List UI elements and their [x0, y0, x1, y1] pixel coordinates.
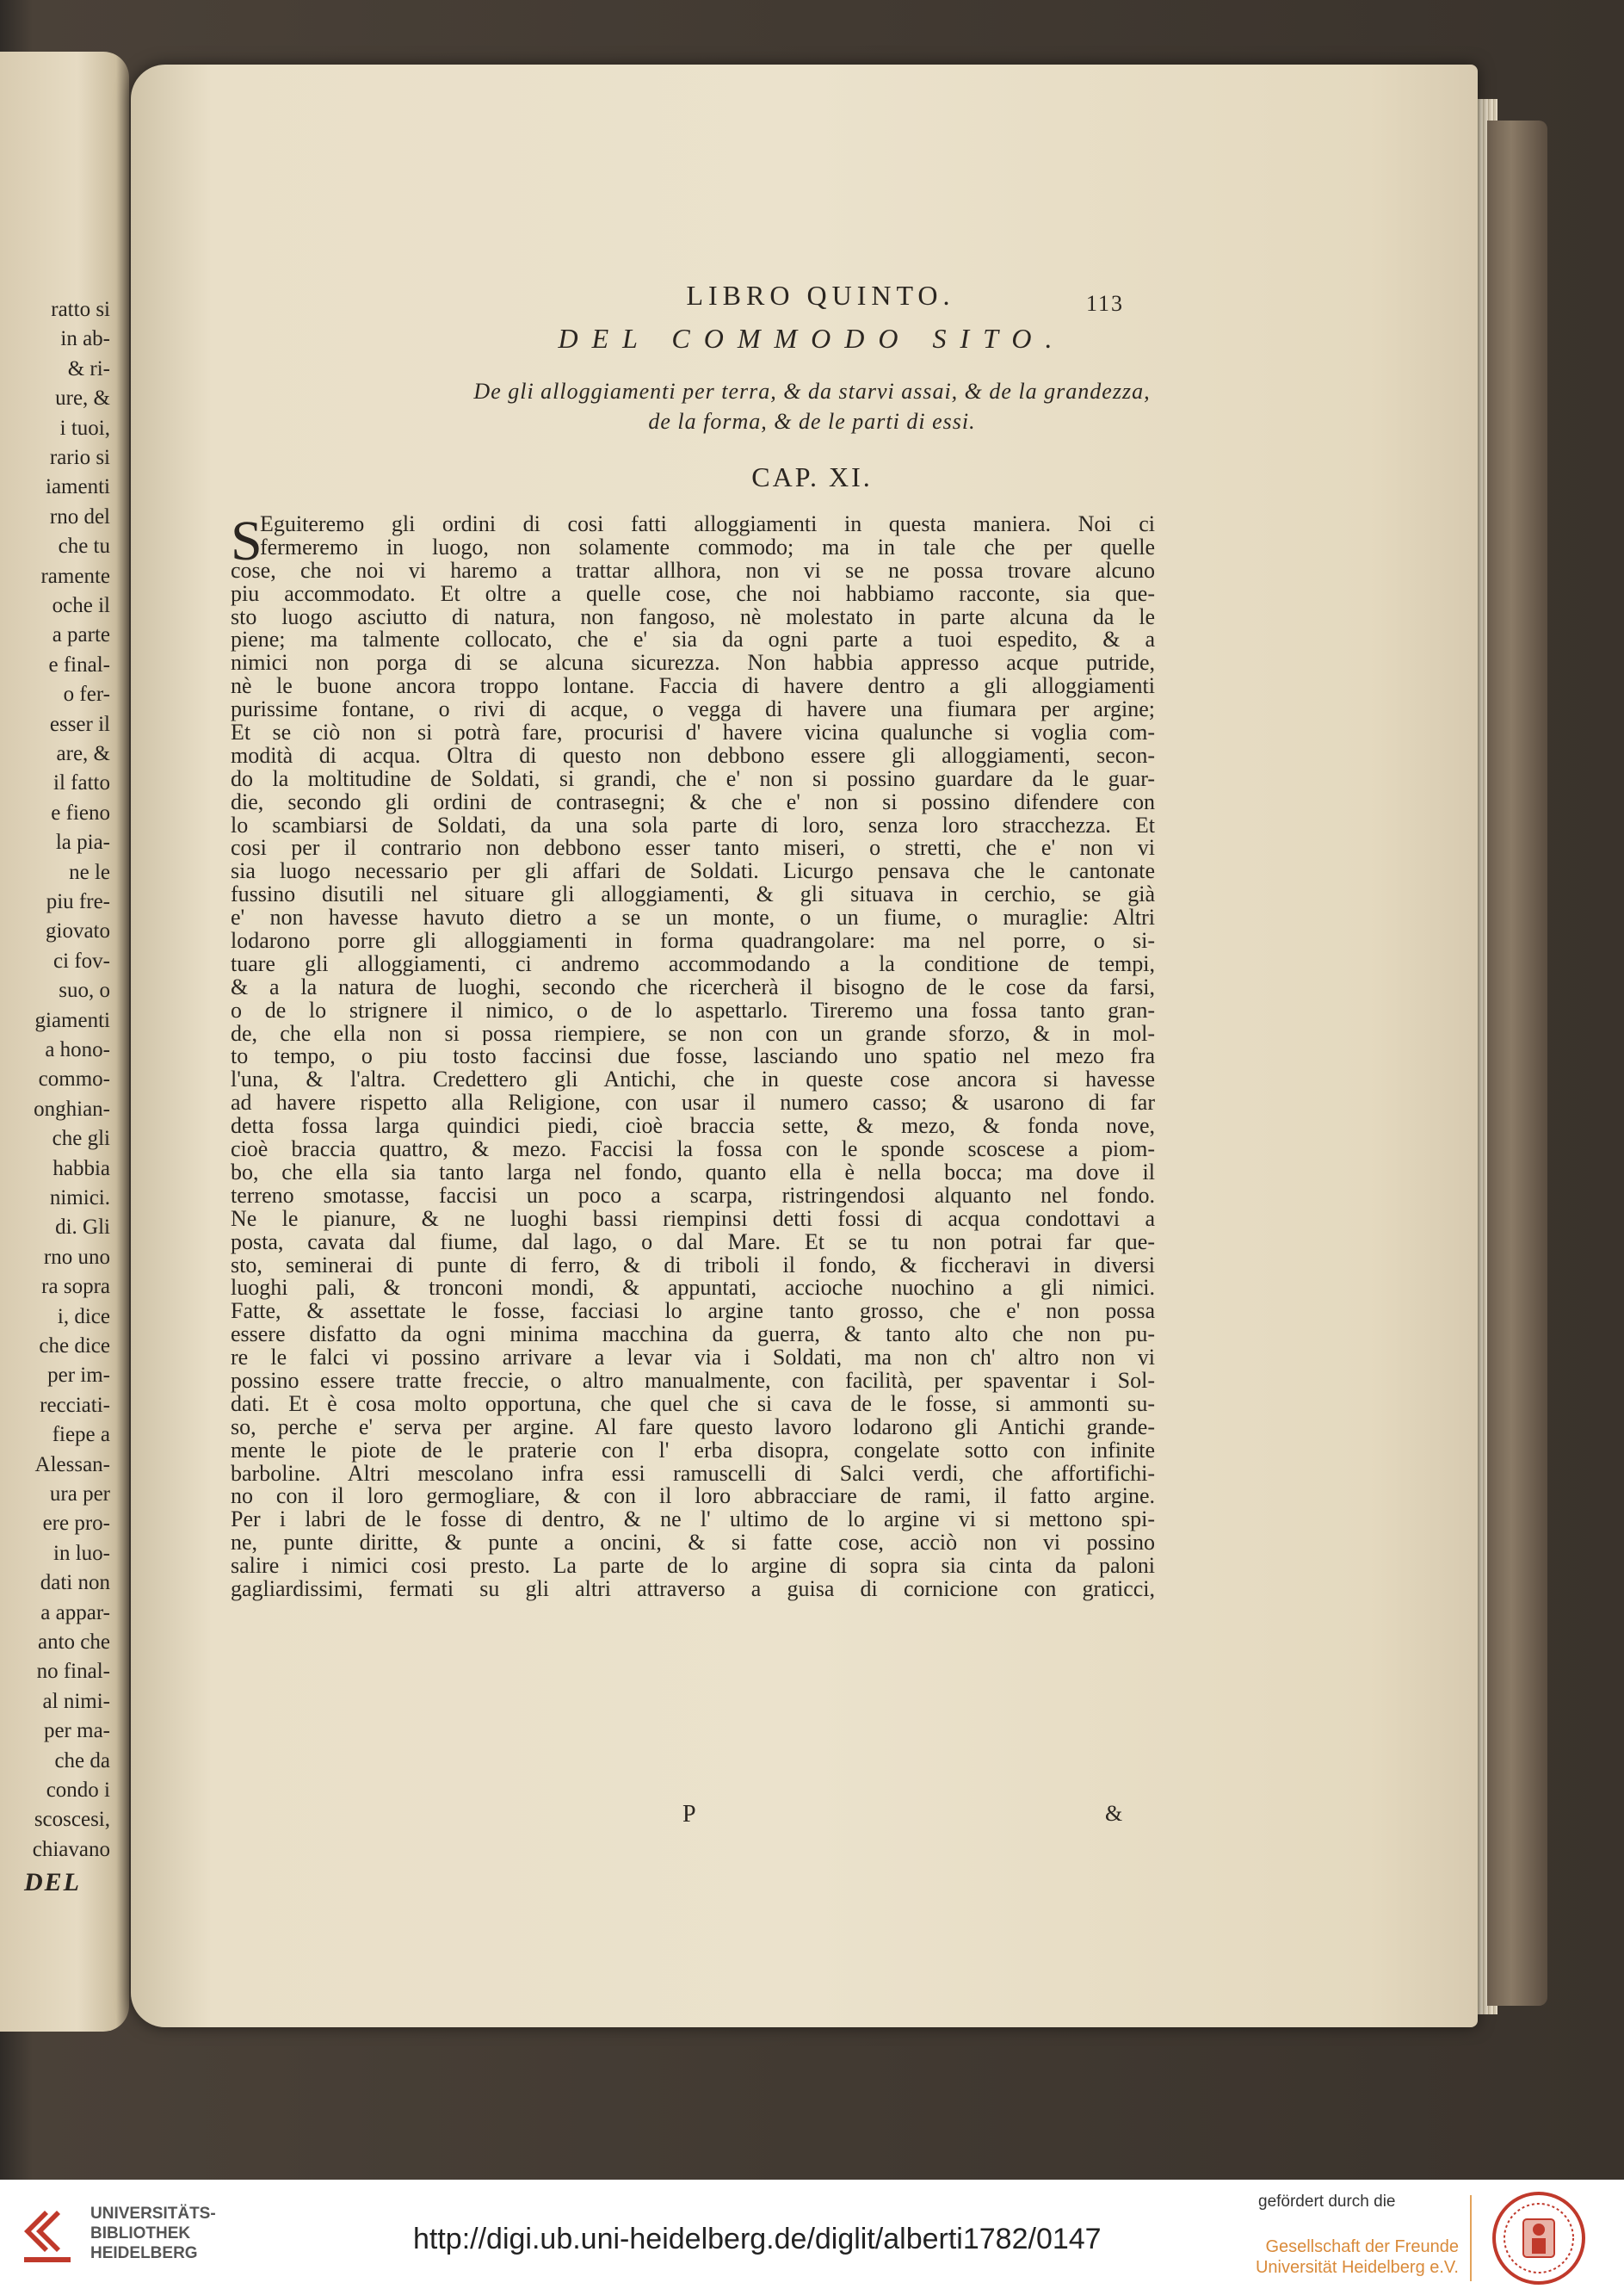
- body-line: sto, seminerai di punte di ferro, & di triboli il fondo, & ficcheravi in diversi: [231, 1253, 1155, 1277]
- left-page-line: are, &: [56, 742, 110, 765]
- footer-bar: [0, 2180, 1624, 2295]
- left-page-line: i, dice: [57, 1304, 110, 1328]
- body-line: possino essere tratte freccie, o altro manualmente, con facilità, per spaventar i Sol-: [231, 1369, 1155, 1393]
- left-page-line: anto che: [38, 1630, 110, 1654]
- sponsor-name-line: Universität Heidelberg e.V.: [1255, 2258, 1459, 2277]
- left-page-line: recciati-: [40, 1393, 110, 1417]
- body-line: dati. Et è cosa molto opportuna, che quel che si cava de le fosse, si ammonti su-: [231, 1392, 1155, 1416]
- body-line: so, perche e' serva per argine. Al fare questo lavoro lodarono gli Antichi grande-: [231, 1415, 1155, 1439]
- sponsor-name: [1256, 2236, 1459, 2278]
- library-name-line: HEIDELBERG: [90, 2244, 198, 2262]
- left-page-line: rno uno: [43, 1245, 110, 1269]
- left-page-line: il fatto: [53, 771, 110, 795]
- left-page-line: per ma-: [43, 1719, 110, 1743]
- left-page-line: scoscesi,: [34, 1808, 110, 1832]
- sponsor-label: gefördert durch die: [1258, 2193, 1396, 2211]
- university-library-logo-icon: [17, 2197, 77, 2269]
- body-line: luoghi pali, & tronconi mondi, & appuntati, accioche nuochino a gli nimici.: [231, 1277, 1155, 1301]
- left-page-line: Alessan-: [34, 1452, 110, 1476]
- library-name-line: UNIVERSITÄTS-: [90, 2205, 216, 2223]
- left-page-line: ere pro-: [42, 1512, 110, 1536]
- left-page-line: no final-: [36, 1660, 110, 1684]
- body-line: essere disfatto da ogni minima macchina da guerra, & tanto alto che non pu-: [231, 1323, 1155, 1347]
- body-line: ad havere rispetto alla Religione, con usar il numero casso; & usarono di far: [231, 1092, 1155, 1116]
- body-line: die, secondo gli ordini de contrasegni; & che e' non si possino difendere con: [231, 790, 1155, 814]
- catchword: &: [1105, 1801, 1123, 1826]
- body-line: cose, che noi vi haremo a trattar allhora, non vi se ne possa trovare alcuno: [231, 559, 1155, 583]
- left-page-line: suo, o: [59, 979, 110, 1003]
- society-seal-icon: [1487, 2190, 1590, 2286]
- body-line: detta fossa larga quindici piedi, cioè braccia sette, & mezo, & fonda nove,: [231, 1115, 1155, 1139]
- left-page-line: dati non: [40, 1571, 110, 1595]
- left-page-line: habbia: [52, 1156, 110, 1180]
- body-line: o de lo strignere il nimico, o de lo aspettarlo. Tireremo una fossa tanto gran-: [231, 999, 1155, 1023]
- body-line: purissime fontane, o rivi di acque, o vegga di havere una fiumara per argine;: [231, 698, 1155, 722]
- left-page-line: ure, &: [55, 387, 110, 411]
- body-text: [231, 510, 1155, 1601]
- subtitle-line: de la forma, & de le parti di essi.: [648, 409, 976, 434]
- left-page-line: piu fre-: [46, 890, 110, 913]
- left-page-line: che tu: [58, 535, 110, 559]
- body-line: lo scambiarsi de Soldati, da una sola parte di loro, senza loro stracchezza. Et: [231, 813, 1155, 838]
- body-line: bo, che ella sia tanto larga nel fondo, quanto ella è nella bocca; ma dove il: [231, 1160, 1155, 1185]
- left-page-line: esser il: [49, 712, 110, 736]
- body-line: de, che ella non si possa riempiere, se non con un grande sforzo, & in mol-: [231, 1022, 1155, 1046]
- running-head: LIBRO QUINTO.: [686, 280, 955, 311]
- left-page-line: onghian-: [34, 1097, 110, 1121]
- left-page-line: a hono-: [45, 1038, 110, 1061]
- left-page-line: che da: [54, 1748, 110, 1772]
- body-line: nè le buone ancora troppo lontane. Faccia di havere dentro a gli alloggiamenti: [231, 675, 1155, 699]
- body-line: sto luogo asciutto di natura, non fangoso, nè molestato in parte alcuna da le: [231, 605, 1155, 629]
- left-page-catchword: DEL: [24, 1868, 81, 1896]
- left-page-line: o fer-: [63, 683, 110, 707]
- section-title: DEL COMMODO SITO.: [558, 323, 1066, 354]
- body-line: Fatte, & assettate le fosse, facciasi lo argine tanto grosso, che e' non possa: [231, 1300, 1155, 1324]
- body-line: salire i nimici cosi presto. La parte de lo argine di sopra sia cinta da paloni: [231, 1555, 1155, 1578]
- body-line: & a la natura de luoghi, secondo che ricercherà il bisogno de le cose da farsi,: [231, 975, 1155, 999]
- left-page-line: giamenti: [34, 1008, 110, 1032]
- left-page-line: iamenti: [46, 475, 110, 499]
- body-line: piene; ma talmente collocato, che e' sia da ogni parte a tuoi espedito, & a: [231, 628, 1155, 653]
- body-line: posta, cavata dal fiume, dal lago, o dal Mare. Et se tu non potrai far que-: [231, 1230, 1155, 1254]
- body-line: mente le piote de le praterie con l' erba disopra, congelate sotto con infinite: [231, 1438, 1155, 1463]
- left-page-line: in luo-: [53, 1541, 110, 1565]
- body-line: ne, punte diritte, & punte a oncini, & si fatte cose, acciò non vi possino: [231, 1531, 1155, 1556]
- left-page-line: ne le: [69, 860, 110, 884]
- body-line: Per i labri de le fosse di dentro, & ne l' ultimo de lo argine vi si mettono spi-: [231, 1508, 1155, 1532]
- body-line: fermeremo in luogo, non solamente commodo; ma in tale che per quelle: [260, 535, 1155, 560]
- left-page-line: oche il: [52, 594, 110, 617]
- body-line: lodarono porre gli alloggiamenti in forma quadrangolare: ma nel porre, o si-: [231, 930, 1155, 953]
- body-line: Ne le pianure, & ne luoghi bassi riempinsi detti fossi di acqua condottavi a: [231, 1207, 1155, 1231]
- body-line: e' non havesse havuto dietro a se un monte, o un fiume, o muraglie: Altri: [231, 906, 1155, 931]
- library-name-line: BIBLIOTHEK: [90, 2224, 191, 2242]
- left-page-line: di. Gli: [55, 1216, 110, 1240]
- left-page-line: ratto si: [51, 298, 110, 321]
- left-page-line: rno del: [49, 504, 110, 529]
- left-page-line: condo i: [46, 1778, 110, 1802]
- body-line: sia luogo necessario per gli affari de Soldati. Licurgo pensava che le cantonate: [231, 860, 1155, 884]
- body-line: terreno smotasse, faccisi un poco a scarpa, ristringendosi alquanto nel fondo.: [231, 1184, 1155, 1208]
- left-page-line: chiavano: [32, 1837, 110, 1861]
- left-page-line: ura per: [49, 1482, 110, 1506]
- body-line: piu accommodato. Et oltre a quelle cose, che noi habbiamo racconte, sia que-: [231, 582, 1155, 606]
- left-page-line: e fieno: [51, 801, 110, 825]
- drop-cap: S: [231, 510, 262, 572]
- body-line: gagliardissimi, fermati su gli altri attraverso a guisa di cornicione con graticci,: [231, 1577, 1155, 1601]
- body-line: re le falci vi possino arrivare a levar via i Soldati, ma non ch' altro non vi: [231, 1346, 1155, 1370]
- sponsor-name-line: Gesellschaft der Freunde: [1265, 2237, 1459, 2256]
- permalink-url[interactable]: http://digi.ub.uni-heidelberg.de/diglit/alberti1782/0147: [413, 2223, 1102, 2255]
- left-page-line: a appar-: [40, 1600, 110, 1624]
- body-line: nimici non porga di se alcuna sicurezza. Non habbia appresso acque putride,: [231, 652, 1155, 676]
- left-page-line: a parte: [52, 623, 110, 647]
- chapter-heading: CAP. XI.: [751, 461, 873, 492]
- body-line: l'una, & l'altra. Credettero gli Antichi, che in queste cose ancora si havesse: [231, 1068, 1155, 1092]
- left-page-line: fiepe a: [52, 1423, 110, 1447]
- body-line: cosi per il contrario non debbono esser tanto miseri, o stretti, che e' non vi: [231, 837, 1155, 861]
- left-page-line: rario si: [49, 446, 110, 469]
- left-page-line: la pia-: [55, 831, 110, 855]
- page-number: 113: [1086, 291, 1125, 316]
- left-page-line: commo-: [38, 1067, 110, 1092]
- body-line: modità di acqua. Oltra di questo non debbono essere gli alloggiamenti, secon-: [231, 744, 1155, 768]
- body-line: cioè braccia quattro, & mezo. Faccisi la fossa con le sponde scoscese a piom-: [231, 1138, 1155, 1161]
- left-page-line: giovato: [46, 919, 110, 943]
- body-line: tuare gli alloggiamenti, ci andremo accommodando a la conditione de tempi,: [231, 952, 1155, 976]
- sponsor-divider: [1470, 2195, 1472, 2281]
- body-line: no con il loro germogliare, & con il loro abbracciare de rami, il fatto argine.: [231, 1485, 1155, 1509]
- left-page-line: al nimi-: [42, 1689, 110, 1713]
- signature-mark: P: [682, 1801, 696, 1828]
- body-line: fussino disutili nel situare gli alloggiamenti, & gli situava in cerchio, se già: [231, 883, 1155, 907]
- body-line: do la moltitudine de Soldati, si grandi, che e' non si possino guardare da le guar-: [231, 767, 1155, 791]
- left-page-line: che gli: [52, 1127, 110, 1151]
- left-page-line: & ri-: [67, 356, 110, 380]
- left-page-line: per im-: [47, 1364, 110, 1388]
- left-page-line: e final-: [48, 653, 110, 677]
- body-line: barboline. Altri mescolano infra essi ramuscelli di Salci verdi, che affortifichi-: [231, 1462, 1155, 1486]
- left-page-line: ramente: [40, 564, 110, 588]
- left-page-line: in ab-: [60, 327, 110, 351]
- left-page-line: nimici.: [49, 1186, 110, 1209]
- left-page-line: ci fov-: [53, 949, 110, 973]
- subtitle-line: De gli alloggiamenti per terra, & da starvi assai, & de la grandezza,: [473, 379, 1151, 404]
- body-line: Et se ciò non si potrà fare, procurisi d' havere vicina qualunche si voglia com-: [231, 721, 1155, 745]
- left-page-line: i tuoi,: [59, 416, 110, 440]
- library-name: [90, 2204, 216, 2263]
- left-page-line: che dice: [39, 1334, 110, 1358]
- body-line: to tempo, o piu tosto faccinsi due fosse, lasciando uno spatio nel mezo fra: [231, 1045, 1155, 1069]
- left-page-line: ra sopra: [41, 1275, 110, 1299]
- body-line: Eguiteremo gli ordini di cosi fatti alloggiamenti in questa maniera. Noi ci: [260, 513, 1155, 536]
